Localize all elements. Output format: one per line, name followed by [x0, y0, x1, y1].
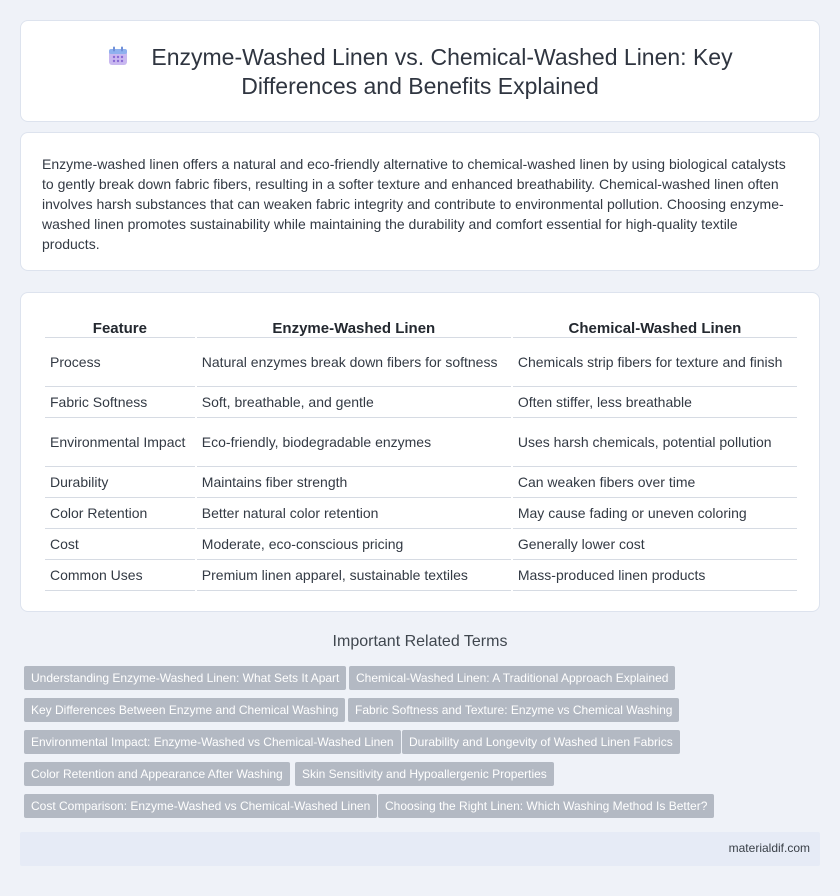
related-term-tag[interactable]: Chemical-Washed Linen: A Traditional Approach Explained: [349, 666, 675, 690]
related-term-tag[interactable]: Skin Sensitivity and Hypoallergenic Properties: [295, 762, 554, 786]
related-term-tag[interactable]: Fabric Softness and Texture: Enzyme vs Chemical Washing: [348, 698, 679, 722]
table-cell: Premium linen apparel, sustainable textiles: [197, 560, 511, 591]
table-cell: Often stiffer, less breathable: [513, 387, 797, 418]
header-card: [20, 20, 820, 122]
table-cell: Cost: [45, 529, 195, 560]
column-header-enzyme: Enzyme-Washed Linen: [197, 315, 511, 338]
footer-bar: [20, 832, 820, 866]
comparison-table: [43, 315, 799, 591]
table-cell: Durability: [45, 467, 195, 498]
table-row: [45, 418, 797, 467]
table-cell: Soft, breathable, and gentle: [197, 387, 511, 418]
table-row: [45, 467, 797, 498]
table-cell: Maintains fiber strength: [197, 467, 511, 498]
table-cell: Fabric Softness: [45, 387, 195, 418]
table-cell: Eco-friendly, biodegradable enzymes: [197, 418, 511, 467]
related-term-tag[interactable]: Understanding Enzyme-Washed Linen: What Sets It Apart: [24, 666, 346, 690]
related-terms-heading: Important Related Terms: [332, 633, 508, 650]
table-cell: Generally lower cost: [513, 529, 797, 560]
table-row: [45, 387, 797, 418]
page-title: Enzyme-Washed Linen vs. Chemical-Washed Linen: Key Differences and Benefits Explained: [151, 44, 733, 99]
column-header-chemical: Chemical-Washed Linen: [513, 315, 797, 338]
table-cell: Process: [45, 338, 195, 387]
related-term-tag[interactable]: Key Differences Between Enzyme and Chemical Washing: [24, 698, 345, 722]
table-row: [45, 529, 797, 560]
intro-paragraph: Enzyme-washed linen offers a natural and eco-friendly alternative to chemical-washed linen by using biological catalysts to gently break down fabric fibers, resulting in a softer texture and enhanced breathability. Chemical-washed linen often involves harsh substances that can weaken fabric integrity and contribute to environmental pollution. Choosing enzyme-washed linen promotes sustainability while maintaining the durability and comfort essential for high-quality textile products.: [42, 156, 786, 252]
table-row: [45, 338, 797, 387]
related-term-tag[interactable]: Color Retention and Appearance After Washing: [24, 762, 290, 786]
site-name[interactable]: materialdif.com: [728, 841, 810, 855]
comparison-card: [20, 292, 820, 612]
table-cell: Natural enzymes break down fibers for softness: [197, 338, 511, 387]
related-term-tag[interactable]: Choosing the Right Linen: Which Washing Method Is Better?: [378, 794, 714, 818]
column-header-feature: Feature: [45, 315, 195, 338]
related-term-tag[interactable]: Cost Comparison: Enzyme-Washed vs Chemical-Washed Linen: [24, 794, 377, 818]
table-cell: May cause fading or uneven coloring: [513, 498, 797, 529]
table-row: [45, 560, 797, 591]
table-cell: Can weaken fibers over time: [513, 467, 797, 498]
table-cell: Common Uses: [45, 560, 195, 591]
table-cell: Better natural color retention: [197, 498, 511, 529]
table-cell: Moderate, eco-conscious pricing: [197, 529, 511, 560]
related-term-tag[interactable]: Environmental Impact: Enzyme-Washed vs Chemical-Washed Linen: [24, 730, 401, 754]
table-cell: Environmental Impact: [45, 418, 195, 467]
calendar-icon: [107, 45, 129, 67]
table-cell: Uses harsh chemicals, potential pollution: [513, 418, 797, 467]
intro-card: [20, 132, 820, 271]
related-term-tag[interactable]: Durability and Longevity of Washed Linen Fabrics: [402, 730, 680, 754]
table-cell: Color Retention: [45, 498, 195, 529]
page-title-wrap: [21, 43, 819, 101]
table-cell: Chemicals strip fibers for texture and finish: [513, 338, 797, 387]
table-cell: Mass-produced linen products: [513, 560, 797, 591]
table-row: [45, 498, 797, 529]
table-header-row: [45, 315, 797, 338]
